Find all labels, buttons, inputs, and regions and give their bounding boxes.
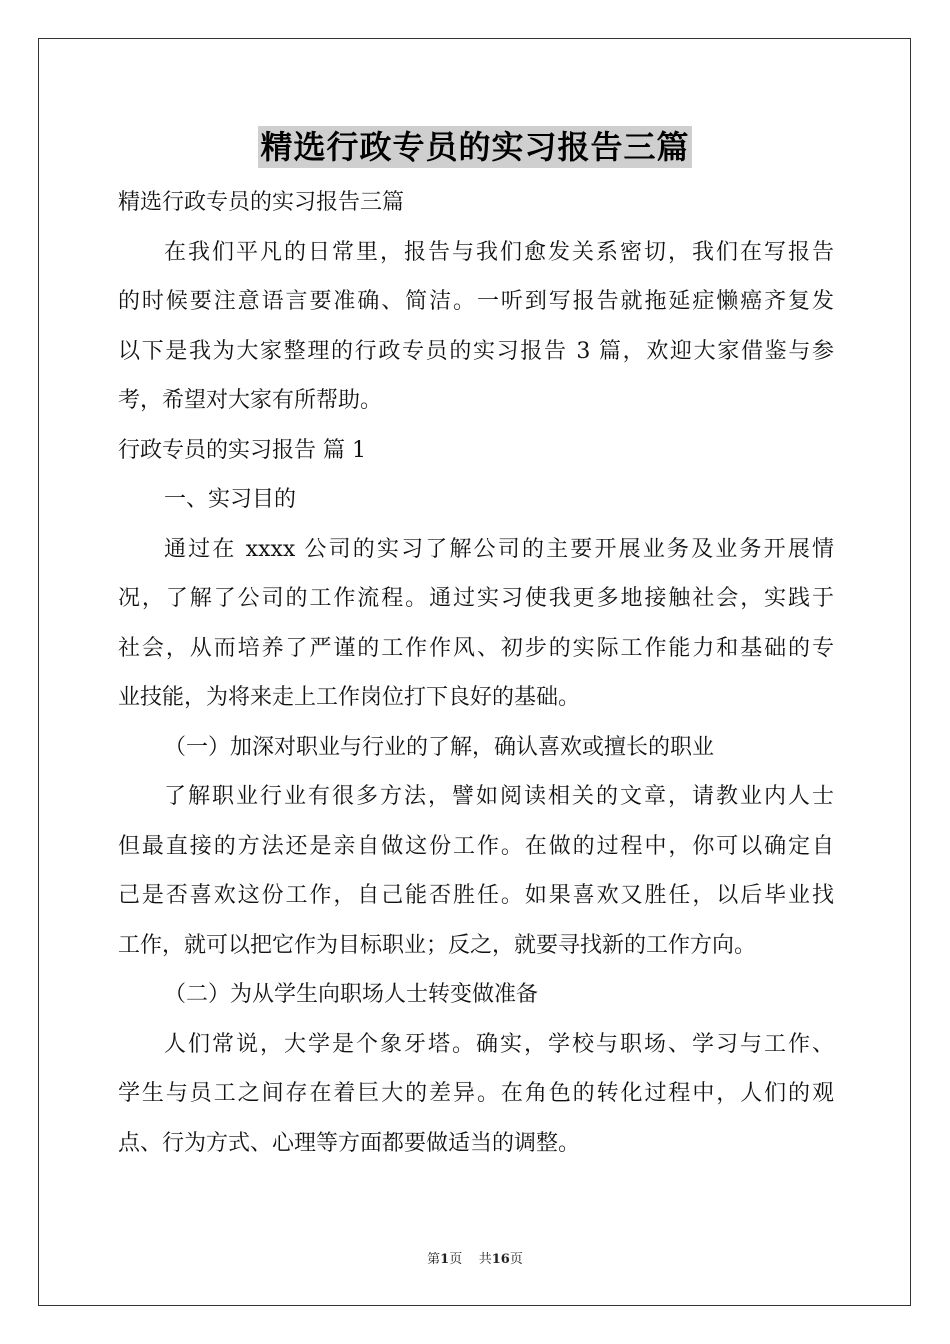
text-line: 人们常说，大学是个象牙塔。确实，学校与职场、学习与工作、	[164, 1031, 834, 1057]
subtitle-paragraph	[118, 178, 834, 228]
text-line: 考，希望对大家有所帮助。	[118, 388, 383, 413]
total-suffix: 页	[509, 1252, 523, 1267]
title-wrap	[0, 126, 950, 168]
page-suffix: 页	[449, 1252, 463, 1267]
text-line: 一、实习目的	[164, 487, 297, 512]
total-prefix: 共	[478, 1252, 492, 1267]
section-heading	[118, 426, 834, 476]
career-paragraph	[118, 772, 834, 970]
subheading-purpose	[118, 475, 834, 525]
text-line: 点、行为方式、心理等方面都要做适当的调整。	[118, 1130, 581, 1156]
text-line: 己是否喜欢这份工作，自己能否胜任。如果喜欢又胜任，以后毕业找	[118, 883, 834, 908]
subheading-two	[118, 970, 834, 1020]
text-line: 行政专员的实习报告 篇 1	[118, 437, 366, 463]
text-line: 以下是我为大家整理的行政专员的实习报告 3 篇，欢迎大家借鉴与参	[118, 338, 834, 364]
text-line: 在我们平凡的日常里，报告与我们愈发关系密切，我们在写报告	[164, 239, 834, 265]
text-line: 精选行政专员的实习报告三篇	[118, 190, 405, 215]
total-pages: 16	[491, 1252, 510, 1267]
document-title: 精选行政专员的实习报告三篇	[260, 128, 690, 166]
intro-paragraph	[118, 228, 834, 426]
purpose-paragraph	[118, 525, 834, 723]
text-line: 的时候要注意语言要准确、简洁。一听到写报告就拖延症懒癌齐复发	[118, 289, 834, 314]
text-line: 业技能，为将来走上工作岗位打下良好的基础。	[118, 685, 581, 710]
text-line: 了解职业行业有很多方法，譬如阅读相关的文章，请教业内人士	[164, 784, 834, 809]
text-line: 工作，就可以把它作为目标职业；反之，就要寻找新的工作方向。	[118, 932, 757, 958]
page-prefix: 第	[427, 1252, 441, 1267]
page-number: 1	[440, 1252, 450, 1267]
text-line: 学生与员工之间存在着巨大的差异。在角色的转化过程中，人们的观	[118, 1081, 834, 1106]
page-footer	[0, 1248, 950, 1267]
text-line: （一）加深对职业与行业的了解，确认喜欢或擅长的职业	[164, 734, 715, 760]
text-line: （二）为从学生向职场人士转变做准备	[164, 982, 539, 1007]
subheading-one	[118, 723, 834, 773]
transition-paragraph	[118, 1020, 834, 1169]
text-line: 况，了解了公司的工作流程。通过实习使我更多地接触社会，实践于	[118, 586, 834, 611]
text-line: 但最直接的方法还是亲自做这份工作。在做的过程中，你可以确定自	[118, 833, 834, 859]
text-line: 社会，从而培养了严谨的工作作风、初步的实际工作能力和基础的专	[118, 635, 834, 661]
document-body	[118, 178, 834, 1168]
text-line: 通过在 xxxx 公司的实习了解公司的主要开展业务及业务开展情	[164, 536, 834, 562]
